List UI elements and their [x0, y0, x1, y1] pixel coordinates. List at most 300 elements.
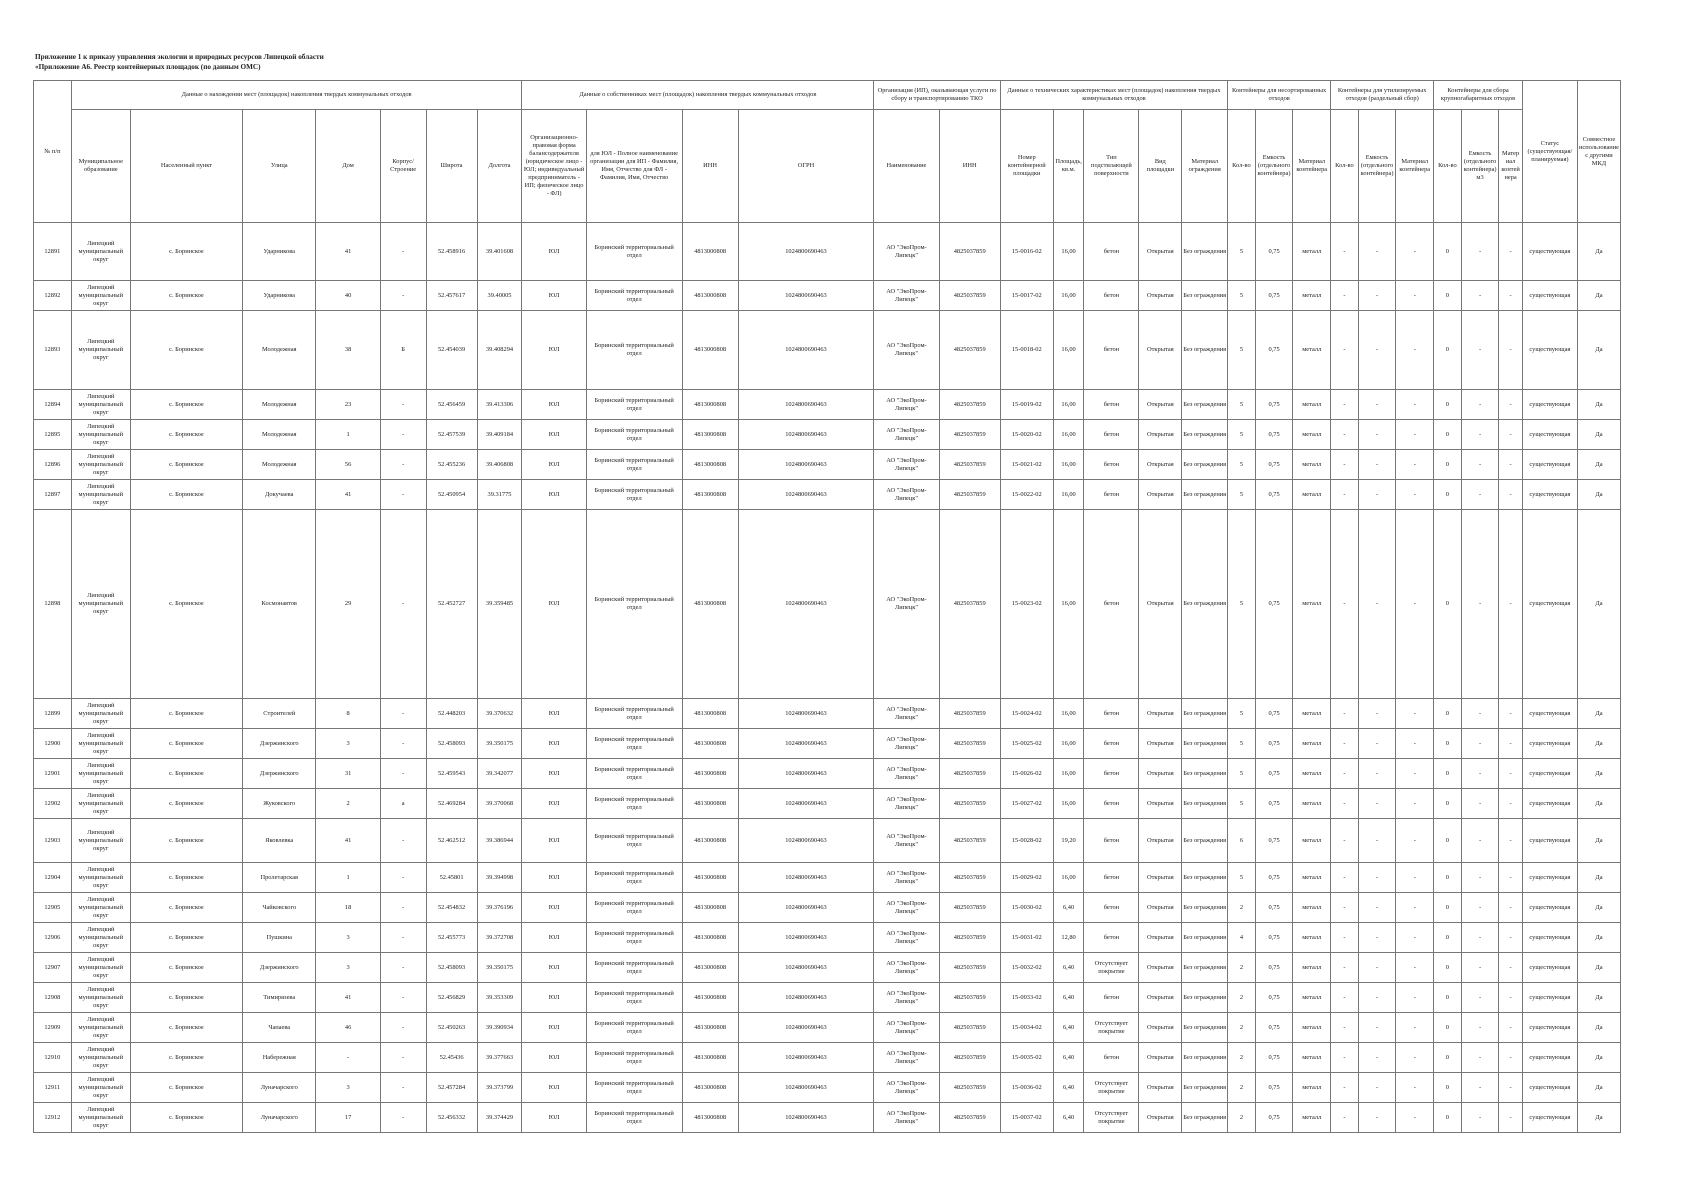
col-bulky-material: Материал контейнера	[1499, 110, 1522, 223]
group-operator: Организация (ИП), оказывающая услуги по сбору и транспортированию ТКО	[874, 81, 1000, 110]
cell-status: существующая	[1522, 729, 1577, 759]
cell-ogrn: 1024800690463	[738, 1043, 874, 1073]
col-building: Корпус/Строение	[380, 110, 426, 223]
cell-unsorted-material: металл	[1293, 819, 1331, 863]
cell-legal-form: ЮЛ	[522, 789, 586, 819]
registry-table	[33, 80, 1621, 1133]
cell-bulky-volume: -	[1461, 311, 1499, 390]
cell-area: 16,00	[1053, 480, 1084, 510]
cell-latitude: 52.455773	[426, 923, 477, 953]
cell-recycle-qty: -	[1331, 450, 1359, 480]
cell-street: Ударникова	[243, 223, 316, 281]
cell-operator-inn: 4825037859	[939, 819, 1000, 863]
cell-status: существующая	[1522, 223, 1577, 281]
cell-ogrn: 1024800690463	[738, 1073, 874, 1103]
cell-bulky-volume: -	[1461, 893, 1499, 923]
cell-inn: 4813000808	[682, 863, 738, 893]
cell-latitude: 52.458916	[426, 223, 477, 281]
cell-unsorted-volume: 0,75	[1255, 923, 1293, 953]
cell-bulky-volume: -	[1461, 1013, 1499, 1043]
cell-street: Докучаева	[243, 480, 316, 510]
cell-owner-name: Боринский территориальный отдел	[586, 983, 682, 1013]
cell-bulky-qty: 0	[1434, 1073, 1462, 1103]
cell-site-type: Открытая	[1139, 1013, 1182, 1043]
cell-latitude: 52.448203	[426, 699, 477, 729]
col-num: № п/п	[34, 81, 72, 223]
cell-legal-form: ЮЛ	[522, 223, 586, 281]
cell-recycle-material: -	[1396, 223, 1434, 281]
cell-legal-form: ЮЛ	[522, 1073, 586, 1103]
cell-bulky-volume: -	[1461, 480, 1499, 510]
cell-unsorted-volume: 0,75	[1255, 759, 1293, 789]
cell-status: существующая	[1522, 759, 1577, 789]
cell-recycle-material: -	[1396, 1013, 1434, 1043]
cell-recycle-material: -	[1396, 863, 1434, 893]
cell-shared-use: Да	[1577, 863, 1620, 893]
cell-recycle-volume: -	[1358, 390, 1396, 420]
cell-status: существующая	[1522, 480, 1577, 510]
col-surface: Тип подстилающей поверхности	[1084, 110, 1139, 223]
cell-settlement: с. Боринское	[130, 223, 242, 281]
cell-longitude: 39.401608	[477, 223, 522, 281]
cell-bulky-material: -	[1499, 759, 1522, 789]
cell-recycle-volume: -	[1358, 893, 1396, 923]
cell-legal-form: ЮЛ	[522, 893, 586, 923]
cell-owner-name: Боринский территориальный отдел	[586, 923, 682, 953]
cell-operator-name: АО "ЭкоПром-Липецк"	[874, 420, 939, 450]
cell-status: существующая	[1522, 450, 1577, 480]
cell-site-number: 15-0030-02	[1000, 893, 1053, 923]
cell-ogrn: 1024800690463	[738, 819, 874, 863]
cell-bulky-volume: -	[1461, 1073, 1499, 1103]
cell-row-number: 12895	[34, 420, 72, 450]
cell-latitude: 52.455236	[426, 450, 477, 480]
table-body	[34, 223, 1621, 1133]
cell-bulky-material: -	[1499, 390, 1522, 420]
cell-shared-use: Да	[1577, 223, 1620, 281]
cell-building: -	[380, 983, 426, 1013]
cell-longitude: 39.373799	[477, 1073, 522, 1103]
cell-area: 6,40	[1053, 983, 1084, 1013]
col-bulky-qty: Кол-во	[1434, 110, 1462, 223]
cell-inn: 4813000808	[682, 1013, 738, 1043]
cell-recycle-volume: -	[1358, 1043, 1396, 1073]
cell-settlement: с. Боринское	[130, 390, 242, 420]
cell-bulky-volume: -	[1461, 510, 1499, 699]
cell-shared-use: Да	[1577, 390, 1620, 420]
cell-ogrn: 1024800690463	[738, 759, 874, 789]
cell-operator-inn: 4825037859	[939, 863, 1000, 893]
cell-operator-inn: 4825037859	[939, 1043, 1000, 1073]
cell-owner-name: Боринский территориальный отдел	[586, 1103, 682, 1133]
cell-surface: бетон	[1084, 390, 1139, 420]
cell-shared-use: Да	[1577, 1073, 1620, 1103]
cell-latitude: 52.454832	[426, 893, 477, 923]
cell-ogrn: 1024800690463	[738, 1013, 874, 1043]
cell-street: Дзержинского	[243, 953, 316, 983]
cell-bulky-volume: -	[1461, 819, 1499, 863]
cell-municipality: Липецкий муниципальный округ	[71, 893, 130, 923]
cell-status: существующая	[1522, 819, 1577, 863]
cell-bulky-volume: -	[1461, 729, 1499, 759]
cell-site-type: Открытая	[1139, 893, 1182, 923]
cell-bulky-material: -	[1499, 450, 1522, 480]
cell-bulky-qty: 0	[1434, 923, 1462, 953]
cell-longitude: 39.370632	[477, 699, 522, 729]
table-row	[34, 923, 1621, 953]
cell-unsorted-qty: 4	[1228, 923, 1256, 953]
cell-site-type: Открытая	[1139, 729, 1182, 759]
table-row	[34, 1103, 1621, 1133]
cell-operator-name: АО "ЭкоПром-Липецк"	[874, 759, 939, 789]
cell-surface: Отсутствует покрытие	[1084, 1013, 1139, 1043]
cell-latitude: 52.45436	[426, 1043, 477, 1073]
col-site-type: Вид площадки	[1139, 110, 1182, 223]
cell-site-type: Открытая	[1139, 390, 1182, 420]
cell-recycle-qty: -	[1331, 510, 1359, 699]
cell-bulky-volume: -	[1461, 699, 1499, 729]
cell-longitude: 39.31775	[477, 480, 522, 510]
cell-row-number: 12891	[34, 223, 72, 281]
cell-longitude: 39.350175	[477, 953, 522, 983]
cell-unsorted-qty: 5	[1228, 281, 1256, 311]
cell-recycle-material: -	[1396, 923, 1434, 953]
cell-status: существующая	[1522, 1103, 1577, 1133]
cell-building: -	[380, 893, 426, 923]
cell-area: 6,40	[1053, 1013, 1084, 1043]
cell-operator-name: АО "ЭкоПром-Липецк"	[874, 819, 939, 863]
cell-recycle-qty: -	[1331, 420, 1359, 450]
cell-site-type: Открытая	[1139, 450, 1182, 480]
cell-shared-use: Да	[1577, 953, 1620, 983]
cell-row-number: 12907	[34, 953, 72, 983]
cell-area: 16,00	[1053, 863, 1084, 893]
cell-recycle-material: -	[1396, 789, 1434, 819]
cell-municipality: Липецкий муниципальный округ	[71, 390, 130, 420]
cell-legal-form: ЮЛ	[522, 699, 586, 729]
cell-operator-name: АО "ЭкоПром-Липецк"	[874, 510, 939, 699]
cell-municipality: Липецкий муниципальный округ	[71, 819, 130, 863]
cell-street: Пушкина	[243, 923, 316, 953]
cell-fence: Без ограждения	[1182, 281, 1228, 311]
cell-shared-use: Да	[1577, 923, 1620, 953]
cell-recycle-material: -	[1396, 953, 1434, 983]
cell-row-number: 12903	[34, 819, 72, 863]
cell-row-number: 12899	[34, 699, 72, 729]
cell-surface: бетон	[1084, 281, 1139, 311]
cell-recycle-volume: -	[1358, 699, 1396, 729]
cell-area: 16,00	[1053, 510, 1084, 699]
cell-house: 8	[316, 699, 380, 729]
cell-building: -	[380, 510, 426, 699]
cell-operator-name: АО "ЭкоПром-Липецк"	[874, 893, 939, 923]
cell-building: Б	[380, 311, 426, 390]
cell-status: существующая	[1522, 863, 1577, 893]
cell-owner-name: Боринский территориальный отдел	[586, 480, 682, 510]
cell-settlement: с. Боринское	[130, 281, 242, 311]
col-recycle-volume: Емкость (отдельного контейнера)	[1358, 110, 1396, 223]
cell-fence: Без ограждения	[1182, 480, 1228, 510]
cell-site-type: Открытая	[1139, 480, 1182, 510]
cell-unsorted-qty: 5	[1228, 759, 1256, 789]
cell-legal-form: ЮЛ	[522, 923, 586, 953]
cell-recycle-qty: -	[1331, 893, 1359, 923]
group-cont-recycle: Контейнеры для утилизируемых отходов (раздельный сбор)	[1331, 81, 1434, 110]
cell-building: -	[380, 953, 426, 983]
cell-unsorted-qty: 5	[1228, 480, 1256, 510]
cell-inn: 4813000808	[682, 510, 738, 699]
cell-unsorted-material: металл	[1293, 281, 1331, 311]
col-settlement: Населенный пункт	[130, 110, 242, 223]
cell-longitude: 39.406808	[477, 450, 522, 480]
cell-status: существующая	[1522, 420, 1577, 450]
cell-unsorted-material: металл	[1293, 923, 1331, 953]
cell-operator-name: АО "ЭкоПром-Липецк"	[874, 223, 939, 281]
cell-unsorted-volume: 0,75	[1255, 450, 1293, 480]
cell-settlement: с. Боринское	[130, 893, 242, 923]
cell-bulky-material: -	[1499, 223, 1522, 281]
cell-recycle-material: -	[1396, 729, 1434, 759]
cell-owner-name: Боринский территориальный отдел	[586, 789, 682, 819]
cell-recycle-qty: -	[1331, 390, 1359, 420]
cell-house: 1	[316, 420, 380, 450]
cell-legal-form: ЮЛ	[522, 311, 586, 390]
cell-legal-form: ЮЛ	[522, 1043, 586, 1073]
cell-inn: 4813000808	[682, 983, 738, 1013]
cell-site-number: 15-0019-02	[1000, 390, 1053, 420]
cell-row-number: 12896	[34, 450, 72, 480]
cell-area: 6,40	[1053, 893, 1084, 923]
cell-legal-form: ЮЛ	[522, 1103, 586, 1133]
cell-fence: Без ограждения	[1182, 390, 1228, 420]
cell-operator-inn: 4825037859	[939, 699, 1000, 729]
table-row	[34, 480, 1621, 510]
cell-operator-name: АО "ЭкоПром-Липецк"	[874, 953, 939, 983]
cell-area: 6,40	[1053, 1103, 1084, 1133]
cell-settlement: с. Боринское	[130, 953, 242, 983]
cell-area: 16,00	[1053, 281, 1084, 311]
cell-ogrn: 1024800690463	[738, 729, 874, 759]
cell-longitude: 39.376196	[477, 893, 522, 923]
cell-recycle-volume: -	[1358, 480, 1396, 510]
cell-latitude: 52.456459	[426, 390, 477, 420]
cell-street: Пролетарская	[243, 863, 316, 893]
cell-fence: Без ограждения	[1182, 311, 1228, 390]
cell-operator-inn: 4825037859	[939, 281, 1000, 311]
cell-site-type: Открытая	[1139, 1043, 1182, 1073]
cell-site-type: Открытая	[1139, 1103, 1182, 1133]
cell-site-number: 15-0021-02	[1000, 450, 1053, 480]
cell-legal-form: ЮЛ	[522, 819, 586, 863]
cell-fence: Без ограждения	[1182, 819, 1228, 863]
cell-operator-inn: 4825037859	[939, 789, 1000, 819]
cell-area: 6,40	[1053, 1043, 1084, 1073]
cell-house: 1	[316, 863, 380, 893]
cell-unsorted-qty: 2	[1228, 953, 1256, 983]
cell-surface: бетон	[1084, 759, 1139, 789]
table-row	[34, 1043, 1621, 1073]
cell-street: Яковлевка	[243, 819, 316, 863]
cell-unsorted-material: металл	[1293, 863, 1331, 893]
cell-site-type: Открытая	[1139, 420, 1182, 450]
cell-bulky-qty: 0	[1434, 311, 1462, 390]
cell-unsorted-material: металл	[1293, 223, 1331, 281]
cell-site-number: 15-0018-02	[1000, 311, 1053, 390]
cell-status: существующая	[1522, 699, 1577, 729]
cell-operator-inn: 4825037859	[939, 1073, 1000, 1103]
cell-unsorted-qty: 5	[1228, 699, 1256, 729]
table-row	[34, 390, 1621, 420]
cell-recycle-volume: -	[1358, 311, 1396, 390]
cell-unsorted-material: металл	[1293, 953, 1331, 983]
cell-site-type: Открытая	[1139, 953, 1182, 983]
col-area: Площадь, кв.м.	[1053, 110, 1084, 223]
cell-settlement: с. Боринское	[130, 480, 242, 510]
cell-shared-use: Да	[1577, 983, 1620, 1013]
cell-longitude: 39.386944	[477, 819, 522, 863]
cell-recycle-qty: -	[1331, 1103, 1359, 1133]
cell-latitude: 52.462512	[426, 819, 477, 863]
cell-site-number: 15-0037-02	[1000, 1103, 1053, 1133]
cell-legal-form: ЮЛ	[522, 983, 586, 1013]
cell-bulky-qty: 0	[1434, 281, 1462, 311]
cell-building: -	[380, 420, 426, 450]
cell-inn: 4813000808	[682, 893, 738, 923]
cell-operator-inn: 4825037859	[939, 759, 1000, 789]
cell-shared-use: Да	[1577, 1043, 1620, 1073]
table-row	[34, 510, 1621, 699]
cell-recycle-material: -	[1396, 311, 1434, 390]
cell-latitude: 52.457617	[426, 281, 477, 311]
cell-surface: Отсутствует покрытие	[1084, 1103, 1139, 1133]
cell-building: -	[380, 1103, 426, 1133]
cell-recycle-volume: -	[1358, 789, 1396, 819]
cell-settlement: с. Боринское	[130, 819, 242, 863]
cell-legal-form: ЮЛ	[522, 1013, 586, 1043]
cell-building: -	[380, 281, 426, 311]
cell-recycle-volume: -	[1358, 1013, 1396, 1043]
cell-unsorted-material: металл	[1293, 450, 1331, 480]
cell-street: Ударникова	[243, 281, 316, 311]
cell-settlement: с. Боринское	[130, 789, 242, 819]
cell-inn: 4813000808	[682, 729, 738, 759]
cell-owner-name: Боринский территориальный отдел	[586, 281, 682, 311]
cell-bulky-volume: -	[1461, 953, 1499, 983]
col-legal-form: Организационно-правовая форма балансодержателя (юридическое лицо - ЮЛ; индивидуальный предприниматель - ИП; физическое лицо - ФЛ)	[522, 110, 586, 223]
cell-ogrn: 1024800690463	[738, 953, 874, 983]
cell-operator-name: АО "ЭкоПром-Липецк"	[874, 699, 939, 729]
cell-municipality: Липецкий муниципальный округ	[71, 420, 130, 450]
cell-shared-use: Да	[1577, 893, 1620, 923]
cell-surface: бетон	[1084, 450, 1139, 480]
cell-row-number: 12897	[34, 480, 72, 510]
cell-shared-use: Да	[1577, 420, 1620, 450]
cell-unsorted-material: металл	[1293, 789, 1331, 819]
cell-bulky-material: -	[1499, 480, 1522, 510]
cell-fence: Без ограждения	[1182, 983, 1228, 1013]
col-unsorted-volume: Емкость (отдельного контейнера)	[1255, 110, 1293, 223]
cell-longitude: 39.390934	[477, 1013, 522, 1043]
cell-inn: 4813000808	[682, 923, 738, 953]
cell-recycle-volume: -	[1358, 223, 1396, 281]
cell-house: 2	[316, 789, 380, 819]
cell-unsorted-material: металл	[1293, 420, 1331, 450]
cell-operator-inn: 4825037859	[939, 311, 1000, 390]
cell-municipality: Липецкий муниципальный округ	[71, 983, 130, 1013]
cell-recycle-material: -	[1396, 893, 1434, 923]
cell-building: -	[380, 450, 426, 480]
cell-latitude: 52.452727	[426, 510, 477, 699]
cell-bulky-material: -	[1499, 729, 1522, 759]
cell-site-number: 15-0022-02	[1000, 480, 1053, 510]
cell-bulky-material: -	[1499, 893, 1522, 923]
cell-ogrn: 1024800690463	[738, 923, 874, 953]
cell-recycle-qty: -	[1331, 819, 1359, 863]
cell-longitude: 39.408294	[477, 311, 522, 390]
cell-bulky-volume: -	[1461, 983, 1499, 1013]
cell-bulky-volume: -	[1461, 1043, 1499, 1073]
cell-unsorted-qty: 2	[1228, 1073, 1256, 1103]
cell-municipality: Липецкий муниципальный округ	[71, 1103, 130, 1133]
cell-bulky-material: -	[1499, 863, 1522, 893]
cell-recycle-qty: -	[1331, 983, 1359, 1013]
cell-municipality: Липецкий муниципальный округ	[71, 281, 130, 311]
cell-ogrn: 1024800690463	[738, 223, 874, 281]
cell-surface: бетон	[1084, 311, 1139, 390]
cell-bulky-material: -	[1499, 789, 1522, 819]
group-location: Данные о нахождении мест (площадок) накопления твердых коммунальных отходов	[71, 81, 522, 110]
cell-inn: 4813000808	[682, 1103, 738, 1133]
cell-row-number: 12911	[34, 1073, 72, 1103]
cell-building: -	[380, 699, 426, 729]
cell-bulky-volume: -	[1461, 390, 1499, 420]
col-house: Дом	[316, 110, 380, 223]
cell-street: Тимирязева	[243, 983, 316, 1013]
cell-unsorted-qty: 2	[1228, 983, 1256, 1013]
cell-operator-name: АО "ЭкоПром-Липецк"	[874, 1013, 939, 1043]
cell-bulky-volume: -	[1461, 789, 1499, 819]
cell-ogrn: 1024800690463	[738, 420, 874, 450]
cell-longitude: 39.350175	[477, 729, 522, 759]
cell-street: Луначарского	[243, 1073, 316, 1103]
cell-street: Дзержинского	[243, 759, 316, 789]
cell-settlement: с. Боринское	[130, 450, 242, 480]
cell-area: 16,00	[1053, 311, 1084, 390]
cell-recycle-qty: -	[1331, 223, 1359, 281]
cell-bulky-material: -	[1499, 1073, 1522, 1103]
cell-surface: бетон	[1084, 699, 1139, 729]
cell-ogrn: 1024800690463	[738, 390, 874, 420]
cell-row-number: 12898	[34, 510, 72, 699]
cell-site-type: Открытая	[1139, 819, 1182, 863]
cell-bulky-qty: 0	[1434, 893, 1462, 923]
cell-street: Луначарского	[243, 1103, 316, 1133]
col-owner-name: для ЮЛ - Полное наименование организации для ИП - Фамилия, Имя, Отчество для ФЛ - Фамилия, Имя, Отчество	[586, 110, 682, 223]
cell-bulky-volume: -	[1461, 923, 1499, 953]
cell-unsorted-qty: 2	[1228, 1013, 1256, 1043]
cell-inn: 4813000808	[682, 789, 738, 819]
cell-operator-name: АО "ЭкоПром-Липецк"	[874, 450, 939, 480]
cell-recycle-volume: -	[1358, 281, 1396, 311]
cell-operator-inn: 4825037859	[939, 450, 1000, 480]
table-row	[34, 983, 1621, 1013]
cell-recycle-qty: -	[1331, 729, 1359, 759]
cell-shared-use: Да	[1577, 819, 1620, 863]
cell-municipality: Липецкий муниципальный округ	[71, 729, 130, 759]
cell-longitude: 39.413306	[477, 390, 522, 420]
cell-operator-name: АО "ЭкоПром-Липецк"	[874, 789, 939, 819]
cell-bulky-material: -	[1499, 281, 1522, 311]
